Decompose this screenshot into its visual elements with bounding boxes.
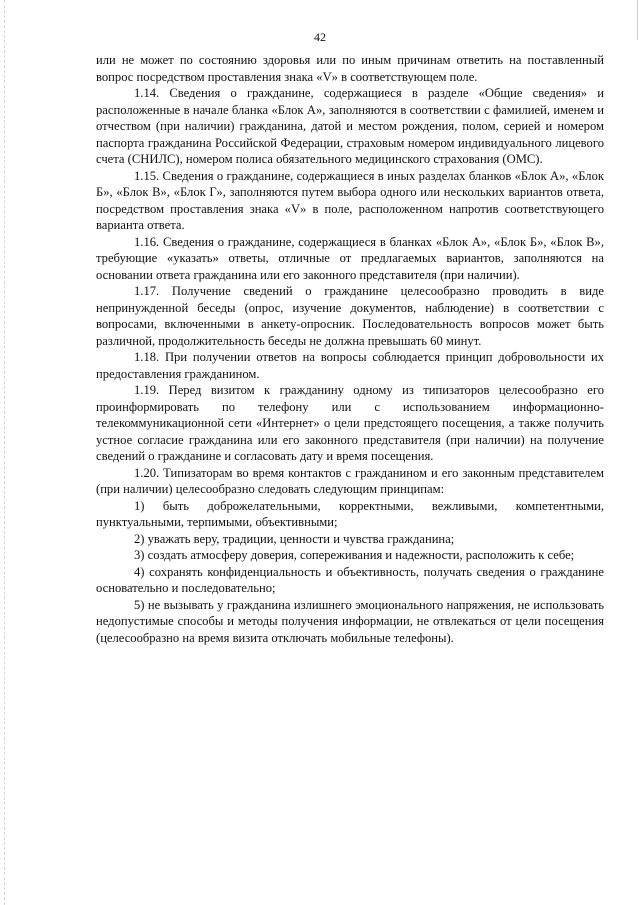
paragraph-1-15: 1.15. Сведения о гражданине, содержащиеся в иных разделах бланков «Блок А», «Блок Б», «Блок В», «Блок Г», заполняются путем выбора одного или нескольких вариантов ответа, посредством проставления знака «V» в поле, расположенном напротив соответствующего варианта ответа. (96, 168, 604, 232)
paragraph-1-18: 1.18. При получении ответов на вопросы соблюдается принцип добровольности их предоставления гражданином. (96, 350, 604, 381)
principle-item-5: 5) не вызывать у гражданина излишнего эмоционального напряжения, не использовать недопустимые способы и методы получения информации, не отвлекаться от цели посещения (целесообразно на время визита отключать мобильные телефоны). (96, 597, 604, 645)
principle-item-2: 2) уважать веру, традиции, ценности и чувства гражданина; (134, 531, 455, 546)
page-number: 42 (314, 30, 326, 44)
paragraph-1-14: 1.14. Сведения о гражданине, содержащиеся в разделе «Общие сведения» и расположенные в начале бланка «Блок А», заполняются в соответствии с фамилией, именем и отчеством (при наличии) гражданина, датой и местом рождения, полом, серией и номером паспорта гражданина Российской Федерации, страховым номером индивидуального лицевого счета (СНИЛС), номером полиса обязательного медицинского страхования (ОМС). (96, 86, 604, 166)
paragraph-1-19: 1.19. Перед визитом к гражданину одному из типизаторов целесообразно его проинформировать по телефону или с использованием информационно-телекоммуникационной сети «Интернет» о цели предстоящего посещения, а также получить устное согласие гражданина или его законного представителя (при наличии) на получение сведений о гражданине и согласовать дату и время посещения. (96, 383, 604, 463)
principle-item-1: 1) быть доброжелательными, корректными, вежливыми, компетентными, пунктуальными, терпимыми, объективными; (96, 498, 604, 529)
page-edge-line (4, 0, 5, 905)
paragraph-1-20: 1.20. Типизаторам во время контактов с гражданином и его законным представителем (при наличии) целесообразно следовать следующим принципам: (96, 465, 604, 496)
paragraph-continuation: или не может по состоянию здоровья или по иным причинам ответить на поставленный вопрос посредством проставления знака «V» в соответствующем поле. (96, 53, 604, 84)
principle-item-4: 4) сохранять конфиденциальность и объективность, получать сведения о гражданине основательно и последовательно; (96, 564, 604, 595)
document-body (96, 52, 604, 646)
principle-item-3: 3) создать атмосферу доверия, сопереживания и надежности, расположить к себе; (134, 548, 575, 562)
paragraph-1-17: 1.17. Получение сведений о гражданине целесообразно проводить в виде непринужденной беседы (опрос, изучение документов, наблюдение) в соответствии с вопросами, включенными в анкету-опросник. Последовательность вопросов может быть различной, продолжительность беседы не должна превышать 60 минут. (96, 284, 604, 348)
paragraph-1-16: 1.16. Сведения о гражданине, содержащиеся в бланках «Блок А», «Блок Б», «Блок В», требующие «указать» ответы, отличные от предлагаемых вариантов, заполняются на основании ответа гражданина или его законного представителя (при наличии). (96, 234, 604, 282)
